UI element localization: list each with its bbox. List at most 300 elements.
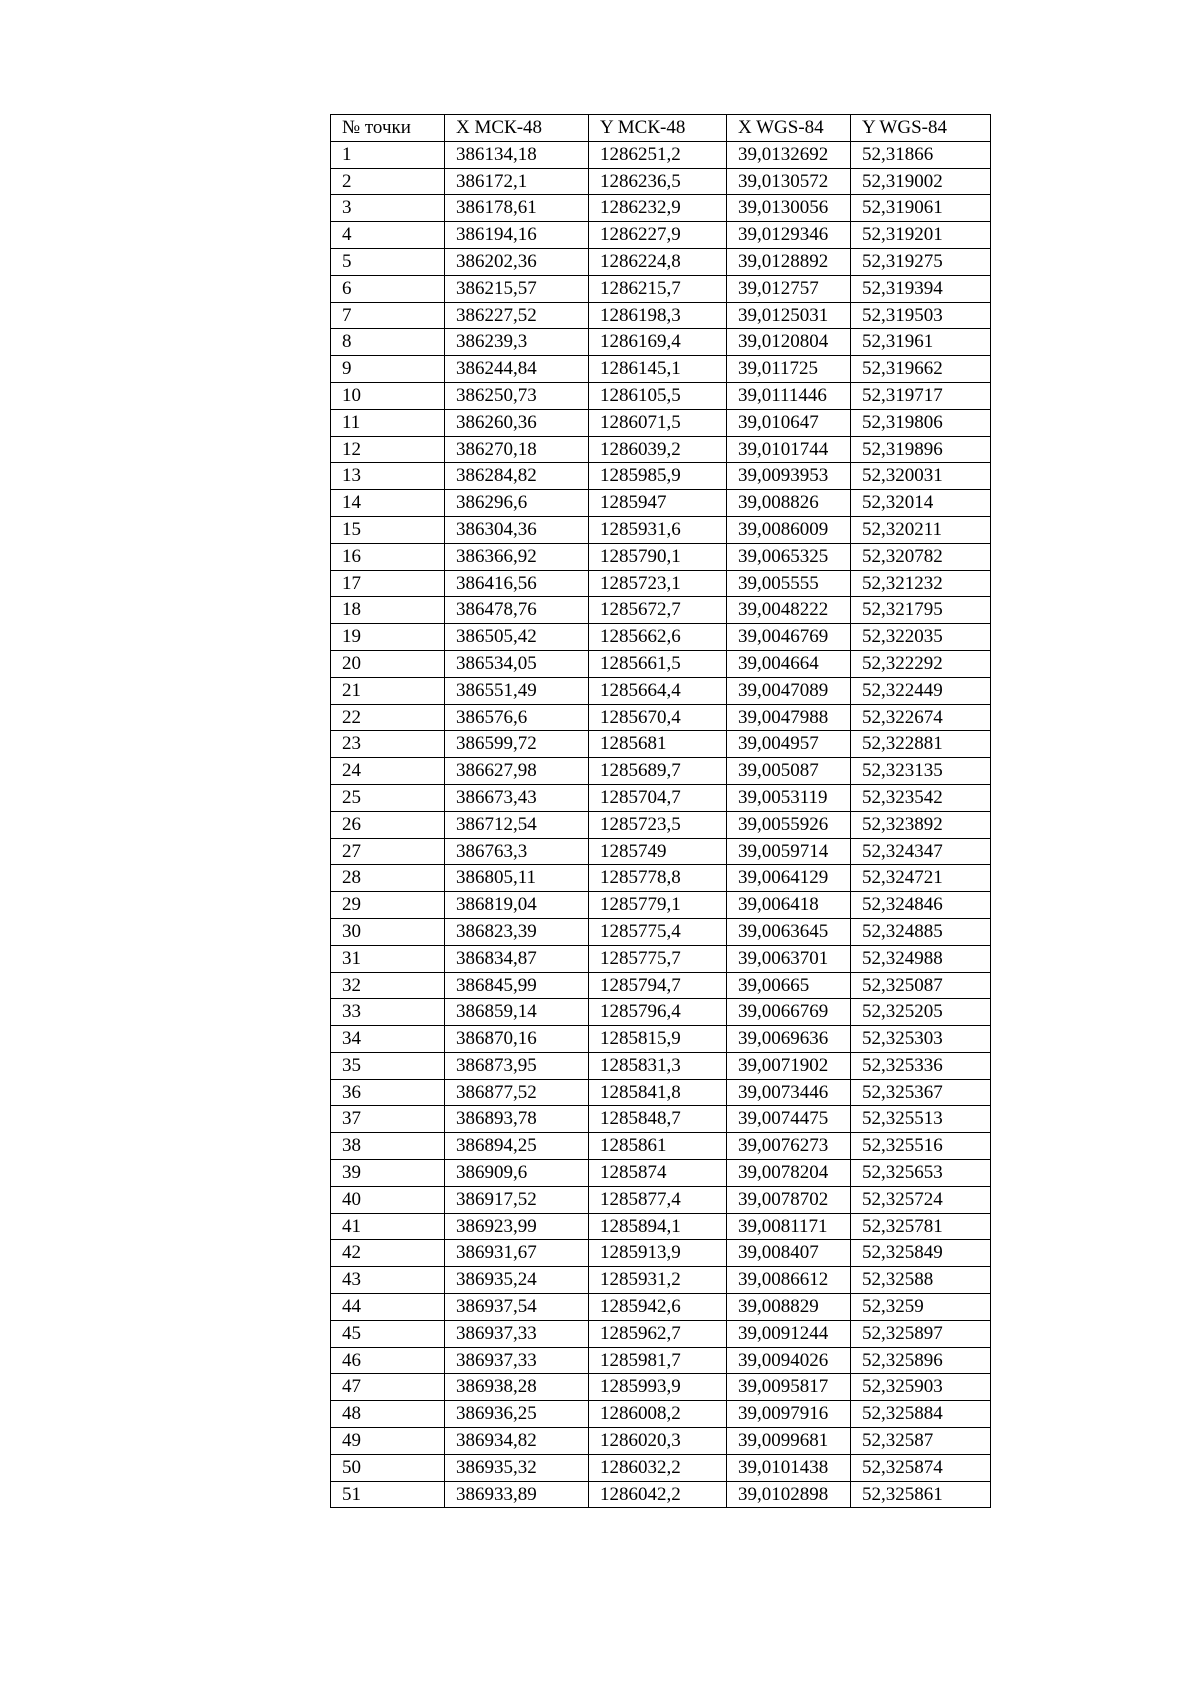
table-row: [331, 731, 991, 758]
table-row: [331, 1481, 991, 1508]
x-wgs84-cell: 39,008407: [727, 1240, 851, 1267]
table-row: [331, 248, 991, 275]
y-msk48-cell: 1285815,9: [589, 1026, 727, 1053]
x-msk48-cell: 386935,24: [445, 1267, 589, 1294]
x-msk48-cell: 386202,36: [445, 248, 589, 275]
x-msk48-cell: 386909,6: [445, 1160, 589, 1187]
x-wgs84-cell: 39,0047988: [727, 704, 851, 731]
y-msk48-cell: 1286008,2: [589, 1401, 727, 1428]
x-wgs84-cell: 39,008826: [727, 490, 851, 517]
x-wgs84-cell: 39,0047089: [727, 677, 851, 704]
y-msk48-cell: 1285931,2: [589, 1267, 727, 1294]
point-number-cell: 38: [331, 1133, 445, 1160]
y-wgs84-cell: 52,325513: [851, 1106, 991, 1133]
x-wgs84-cell: 39,006418: [727, 892, 851, 919]
table-row: [331, 918, 991, 945]
x-msk48-cell: 386931,67: [445, 1240, 589, 1267]
table-row: [331, 704, 991, 731]
point-number-cell: 34: [331, 1026, 445, 1053]
x-wgs84-cell: 39,0078702: [727, 1186, 851, 1213]
table-row: [331, 650, 991, 677]
y-wgs84-cell: 52,325897: [851, 1320, 991, 1347]
table-row: [331, 1428, 991, 1455]
x-msk48-cell: 386304,36: [445, 516, 589, 543]
y-wgs84-cell: 52,323892: [851, 811, 991, 838]
y-msk48-cell: 1285778,8: [589, 865, 727, 892]
x-wgs84-cell: 39,010647: [727, 409, 851, 436]
x-msk48-cell: 386923,99: [445, 1213, 589, 1240]
y-wgs84-cell: 52,322035: [851, 624, 991, 651]
point-number-cell: 29: [331, 892, 445, 919]
table-row: [331, 1294, 991, 1321]
table-row: [331, 892, 991, 919]
point-number-cell: 7: [331, 302, 445, 329]
table-row: [331, 758, 991, 785]
point-number-cell: 46: [331, 1347, 445, 1374]
y-msk48-cell: 1285670,4: [589, 704, 727, 731]
y-wgs84-cell: 52,325874: [851, 1454, 991, 1481]
point-number-cell: 37: [331, 1106, 445, 1133]
y-wgs84-cell: 52,31961: [851, 329, 991, 356]
x-wgs84-cell: 39,011725: [727, 356, 851, 383]
x-msk48-cell: 386260,36: [445, 409, 589, 436]
x-wgs84-cell: 39,0095817: [727, 1374, 851, 1401]
y-wgs84-cell: 52,325087: [851, 972, 991, 999]
y-msk48-cell: 1286198,3: [589, 302, 727, 329]
y-msk48-cell: 1285672,7: [589, 597, 727, 624]
x-wgs84-cell: 39,0125031: [727, 302, 851, 329]
header-row: [331, 115, 991, 142]
table-row: [331, 1374, 991, 1401]
x-wgs84-cell: 39,0099681: [727, 1428, 851, 1455]
x-wgs84-cell: 39,0097916: [727, 1401, 851, 1428]
table-row: [331, 999, 991, 1026]
table-row: [331, 1186, 991, 1213]
y-wgs84-cell: 52,325903: [851, 1374, 991, 1401]
y-wgs84-cell: 52,319717: [851, 382, 991, 409]
coordinates-table-body: [331, 115, 991, 1508]
y-wgs84-cell: 52,323542: [851, 784, 991, 811]
y-wgs84-cell: 52,322449: [851, 677, 991, 704]
y-msk48-cell: 1285662,6: [589, 624, 727, 651]
y-msk48-cell: 1285794,7: [589, 972, 727, 999]
point-number-cell: 24: [331, 758, 445, 785]
y-msk48-cell: 1286215,7: [589, 275, 727, 302]
point-number-cell: 42: [331, 1240, 445, 1267]
y-wgs84-cell: 52,319896: [851, 436, 991, 463]
point-number-cell: 32: [331, 972, 445, 999]
y-wgs84-cell: 52,319275: [851, 248, 991, 275]
table-row: [331, 329, 991, 356]
x-wgs84-cell: 39,0059714: [727, 838, 851, 865]
y-msk48-cell: 1286020,3: [589, 1428, 727, 1455]
x-msk48-cell: 386284,82: [445, 463, 589, 490]
point-number-cell: 4: [331, 222, 445, 249]
x-msk48-cell: 386673,43: [445, 784, 589, 811]
x-msk48-cell: 386845,99: [445, 972, 589, 999]
x-msk48-cell: 386478,76: [445, 597, 589, 624]
point-number-cell: 49: [331, 1428, 445, 1455]
x-wgs84-cell: 39,0129346: [727, 222, 851, 249]
x-msk48-cell: 386712,54: [445, 811, 589, 838]
y-wgs84-cell: 52,325861: [851, 1481, 991, 1508]
x-wgs84-cell: 39,0048222: [727, 597, 851, 624]
y-wgs84-cell: 52,325303: [851, 1026, 991, 1053]
x-wgs84-cell: 39,012757: [727, 275, 851, 302]
x-msk48-cell: 386819,04: [445, 892, 589, 919]
y-msk48-cell: 1286145,1: [589, 356, 727, 383]
x-wgs84-cell: 39,0132692: [727, 141, 851, 168]
table-row: [331, 1320, 991, 1347]
y-wgs84-cell: 52,324988: [851, 945, 991, 972]
point-number-cell: 36: [331, 1079, 445, 1106]
point-number-cell: 3: [331, 195, 445, 222]
x-msk48-cell: 386937,33: [445, 1347, 589, 1374]
y-wgs84-cell: 52,321795: [851, 597, 991, 624]
point-number-cell: 13: [331, 463, 445, 490]
y-wgs84-cell: 52,3259: [851, 1294, 991, 1321]
x-msk48-cell: 386239,3: [445, 329, 589, 356]
x-wgs84-cell: 39,0130572: [727, 168, 851, 195]
x-msk48-cell: 386215,57: [445, 275, 589, 302]
x-wgs84-cell: 39,0081171: [727, 1213, 851, 1240]
x-msk48-cell: 386938,28: [445, 1374, 589, 1401]
table-row: [331, 543, 991, 570]
y-msk48-cell: 1285931,6: [589, 516, 727, 543]
y-wgs84-cell: 52,320782: [851, 543, 991, 570]
y-msk48-cell: 1285704,7: [589, 784, 727, 811]
x-wgs84-cell: 39,0120804: [727, 329, 851, 356]
point-number-cell: 9: [331, 356, 445, 383]
table-row: [331, 570, 991, 597]
x-wgs84-cell: 39,00665: [727, 972, 851, 999]
x-msk48-cell: 386270,18: [445, 436, 589, 463]
x-msk48-cell: 386576,6: [445, 704, 589, 731]
point-number-cell: 47: [331, 1374, 445, 1401]
table-row: [331, 382, 991, 409]
table-row: [331, 490, 991, 517]
table-row: [331, 1213, 991, 1240]
y-wgs84-cell: 52,320211: [851, 516, 991, 543]
x-wgs84-cell: 39,0065325: [727, 543, 851, 570]
x-msk48-cell: 386134,18: [445, 141, 589, 168]
table-row: [331, 1133, 991, 1160]
point-number-cell: 28: [331, 865, 445, 892]
table-row: [331, 838, 991, 865]
x-wgs84-cell: 39,0073446: [727, 1079, 851, 1106]
y-wgs84-cell: 52,321232: [851, 570, 991, 597]
y-wgs84-cell: 52,324846: [851, 892, 991, 919]
table-row: [331, 275, 991, 302]
table-row: [331, 436, 991, 463]
point-number-cell: 20: [331, 650, 445, 677]
x-msk48-cell: 386894,25: [445, 1133, 589, 1160]
x-wgs84-cell: 39,004957: [727, 731, 851, 758]
x-msk48-cell: 386859,14: [445, 999, 589, 1026]
point-number-cell: 14: [331, 490, 445, 517]
x-msk48-cell: 386917,52: [445, 1186, 589, 1213]
x-wgs84-cell: 39,0102898: [727, 1481, 851, 1508]
table-row: [331, 811, 991, 838]
point-number-cell: 15: [331, 516, 445, 543]
x-wgs84-cell: 39,0111446: [727, 382, 851, 409]
y-msk48-cell: 1285894,1: [589, 1213, 727, 1240]
header-point-number: № точки: [331, 115, 445, 142]
point-number-cell: 10: [331, 382, 445, 409]
point-number-cell: 6: [331, 275, 445, 302]
y-wgs84-cell: 52,32587: [851, 1428, 991, 1455]
x-wgs84-cell: 39,0086612: [727, 1267, 851, 1294]
point-number-cell: 30: [331, 918, 445, 945]
y-msk48-cell: 1285681: [589, 731, 727, 758]
y-msk48-cell: 1285913,9: [589, 1240, 727, 1267]
x-wgs84-cell: 39,0053119: [727, 784, 851, 811]
table-row: [331, 677, 991, 704]
y-wgs84-cell: 52,322674: [851, 704, 991, 731]
x-msk48-cell: 386823,39: [445, 918, 589, 945]
x-wgs84-cell: 39,0071902: [727, 1052, 851, 1079]
table-row: [331, 222, 991, 249]
table-row: [331, 784, 991, 811]
y-wgs84-cell: 52,323135: [851, 758, 991, 785]
table-row: [331, 1347, 991, 1374]
x-msk48-cell: 386296,6: [445, 490, 589, 517]
x-msk48-cell: 386178,61: [445, 195, 589, 222]
point-number-cell: 48: [331, 1401, 445, 1428]
y-wgs84-cell: 52,319002: [851, 168, 991, 195]
x-wgs84-cell: 39,0078204: [727, 1160, 851, 1187]
y-wgs84-cell: 52,319503: [851, 302, 991, 329]
point-number-cell: 11: [331, 409, 445, 436]
point-number-cell: 50: [331, 1454, 445, 1481]
y-wgs84-cell: 52,322881: [851, 731, 991, 758]
table-row: [331, 972, 991, 999]
y-msk48-cell: 1286227,9: [589, 222, 727, 249]
y-msk48-cell: 1286071,5: [589, 409, 727, 436]
table-row: [331, 597, 991, 624]
x-msk48-cell: 386937,33: [445, 1320, 589, 1347]
point-number-cell: 41: [331, 1213, 445, 1240]
point-number-cell: 17: [331, 570, 445, 597]
table-row: [331, 945, 991, 972]
x-wgs84-cell: 39,0046769: [727, 624, 851, 651]
x-wgs84-cell: 39,0069636: [727, 1026, 851, 1053]
y-msk48-cell: 1286105,5: [589, 382, 727, 409]
y-wgs84-cell: 52,319061: [851, 195, 991, 222]
point-number-cell: 27: [331, 838, 445, 865]
y-msk48-cell: 1286032,2: [589, 1454, 727, 1481]
y-msk48-cell: 1285689,7: [589, 758, 727, 785]
y-msk48-cell: 1285749: [589, 838, 727, 865]
table-row: [331, 1106, 991, 1133]
header-x-msk48: X МСК-48: [445, 115, 589, 142]
point-number-cell: 25: [331, 784, 445, 811]
y-msk48-cell: 1285981,7: [589, 1347, 727, 1374]
table-row: [331, 356, 991, 383]
y-msk48-cell: 1285775,4: [589, 918, 727, 945]
y-msk48-cell: 1285664,4: [589, 677, 727, 704]
y-msk48-cell: 1286224,8: [589, 248, 727, 275]
x-msk48-cell: 386416,56: [445, 570, 589, 597]
point-number-cell: 43: [331, 1267, 445, 1294]
point-number-cell: 22: [331, 704, 445, 731]
point-number-cell: 40: [331, 1186, 445, 1213]
y-msk48-cell: 1285779,1: [589, 892, 727, 919]
y-wgs84-cell: 52,325884: [851, 1401, 991, 1428]
y-wgs84-cell: 52,325367: [851, 1079, 991, 1106]
point-number-cell: 39: [331, 1160, 445, 1187]
y-msk48-cell: 1285942,6: [589, 1294, 727, 1321]
y-wgs84-cell: 52,325516: [851, 1133, 991, 1160]
x-msk48-cell: 386937,54: [445, 1294, 589, 1321]
table-row: [331, 141, 991, 168]
y-wgs84-cell: 52,322292: [851, 650, 991, 677]
x-msk48-cell: 386505,42: [445, 624, 589, 651]
x-wgs84-cell: 39,0063701: [727, 945, 851, 972]
x-wgs84-cell: 39,0128892: [727, 248, 851, 275]
table-row: [331, 168, 991, 195]
x-wgs84-cell: 39,004664: [727, 650, 851, 677]
table-row: [331, 1240, 991, 1267]
point-number-cell: 44: [331, 1294, 445, 1321]
point-number-cell: 19: [331, 624, 445, 651]
y-wgs84-cell: 52,324721: [851, 865, 991, 892]
y-msk48-cell: 1285877,4: [589, 1186, 727, 1213]
x-wgs84-cell: 39,0063645: [727, 918, 851, 945]
y-msk48-cell: 1286236,5: [589, 168, 727, 195]
y-wgs84-cell: 52,325896: [851, 1347, 991, 1374]
x-wgs84-cell: 39,0076273: [727, 1133, 851, 1160]
table-row: [331, 1052, 991, 1079]
x-msk48-cell: 386805,11: [445, 865, 589, 892]
x-wgs84-cell: 39,0091244: [727, 1320, 851, 1347]
y-msk48-cell: 1286039,2: [589, 436, 727, 463]
point-number-cell: 1: [331, 141, 445, 168]
x-wgs84-cell: 39,005087: [727, 758, 851, 785]
y-wgs84-cell: 52,325724: [851, 1186, 991, 1213]
y-msk48-cell: 1285723,5: [589, 811, 727, 838]
y-wgs84-cell: 52,325849: [851, 1240, 991, 1267]
x-msk48-cell: 386627,98: [445, 758, 589, 785]
table-row: [331, 195, 991, 222]
x-msk48-cell: 386935,32: [445, 1454, 589, 1481]
y-msk48-cell: 1285661,5: [589, 650, 727, 677]
table-row: [331, 409, 991, 436]
x-msk48-cell: 386250,73: [445, 382, 589, 409]
y-msk48-cell: 1285841,8: [589, 1079, 727, 1106]
x-msk48-cell: 386366,92: [445, 543, 589, 570]
point-number-cell: 31: [331, 945, 445, 972]
y-msk48-cell: 1285723,1: [589, 570, 727, 597]
y-wgs84-cell: 52,32014: [851, 490, 991, 517]
y-msk48-cell: 1286169,4: [589, 329, 727, 356]
y-wgs84-cell: 52,324885: [851, 918, 991, 945]
table-row: [331, 1079, 991, 1106]
y-wgs84-cell: 52,319394: [851, 275, 991, 302]
y-wgs84-cell: 52,319806: [851, 409, 991, 436]
y-wgs84-cell: 52,31866: [851, 141, 991, 168]
point-number-cell: 5: [331, 248, 445, 275]
y-msk48-cell: 1285848,7: [589, 1106, 727, 1133]
point-number-cell: 26: [331, 811, 445, 838]
table-row: [331, 463, 991, 490]
x-wgs84-cell: 39,0101438: [727, 1454, 851, 1481]
table-row: [331, 1267, 991, 1294]
y-msk48-cell: 1285790,1: [589, 543, 727, 570]
y-msk48-cell: 1286042,2: [589, 1481, 727, 1508]
x-wgs84-cell: 39,0064129: [727, 865, 851, 892]
x-msk48-cell: 386934,82: [445, 1428, 589, 1455]
table-row: [331, 1026, 991, 1053]
x-wgs84-cell: 39,0093953: [727, 463, 851, 490]
x-wgs84-cell: 39,0066769: [727, 999, 851, 1026]
table-row: [331, 516, 991, 543]
coordinates-table: [330, 114, 991, 1508]
x-wgs84-cell: 39,0086009: [727, 516, 851, 543]
x-wgs84-cell: 39,0101744: [727, 436, 851, 463]
x-msk48-cell: 386599,72: [445, 731, 589, 758]
header-y-wgs84: Y WGS-84: [851, 115, 991, 142]
table-row: [331, 1454, 991, 1481]
x-wgs84-cell: 39,0074475: [727, 1106, 851, 1133]
x-msk48-cell: 386877,52: [445, 1079, 589, 1106]
x-msk48-cell: 386551,49: [445, 677, 589, 704]
y-wgs84-cell: 52,325336: [851, 1052, 991, 1079]
point-number-cell: 23: [331, 731, 445, 758]
x-wgs84-cell: 39,005555: [727, 570, 851, 597]
point-number-cell: 35: [331, 1052, 445, 1079]
y-wgs84-cell: 52,320031: [851, 463, 991, 490]
y-wgs84-cell: 52,319201: [851, 222, 991, 249]
y-msk48-cell: 1285985,9: [589, 463, 727, 490]
x-wgs84-cell: 39,0055926: [727, 811, 851, 838]
x-msk48-cell: 386893,78: [445, 1106, 589, 1133]
point-number-cell: 51: [331, 1481, 445, 1508]
y-msk48-cell: 1285962,7: [589, 1320, 727, 1347]
y-msk48-cell: 1285775,7: [589, 945, 727, 972]
point-number-cell: 2: [331, 168, 445, 195]
y-msk48-cell: 1285796,4: [589, 999, 727, 1026]
y-msk48-cell: 1285947: [589, 490, 727, 517]
x-msk48-cell: 386763,3: [445, 838, 589, 865]
x-msk48-cell: 386172,1: [445, 168, 589, 195]
point-number-cell: 18: [331, 597, 445, 624]
table-row: [331, 865, 991, 892]
header-x-wgs84: X WGS-84: [727, 115, 851, 142]
x-msk48-cell: 386873,95: [445, 1052, 589, 1079]
y-msk48-cell: 1286251,2: [589, 141, 727, 168]
x-msk48-cell: 386870,16: [445, 1026, 589, 1053]
y-wgs84-cell: 52,324347: [851, 838, 991, 865]
y-msk48-cell: 1285831,3: [589, 1052, 727, 1079]
y-msk48-cell: 1286232,9: [589, 195, 727, 222]
y-wgs84-cell: 52,325781: [851, 1213, 991, 1240]
y-wgs84-cell: 52,32588: [851, 1267, 991, 1294]
table-row: [331, 1160, 991, 1187]
x-wgs84-cell: 39,0094026: [727, 1347, 851, 1374]
x-msk48-cell: 386194,16: [445, 222, 589, 249]
table-row: [331, 302, 991, 329]
y-wgs84-cell: 52,325205: [851, 999, 991, 1026]
table-row: [331, 1401, 991, 1428]
y-msk48-cell: 1285993,9: [589, 1374, 727, 1401]
table-row: [331, 624, 991, 651]
header-y-msk48: Y МСК-48: [589, 115, 727, 142]
y-wgs84-cell: 52,325653: [851, 1160, 991, 1187]
x-wgs84-cell: 39,0130056: [727, 195, 851, 222]
x-msk48-cell: 386933,89: [445, 1481, 589, 1508]
x-msk48-cell: 386227,52: [445, 302, 589, 329]
